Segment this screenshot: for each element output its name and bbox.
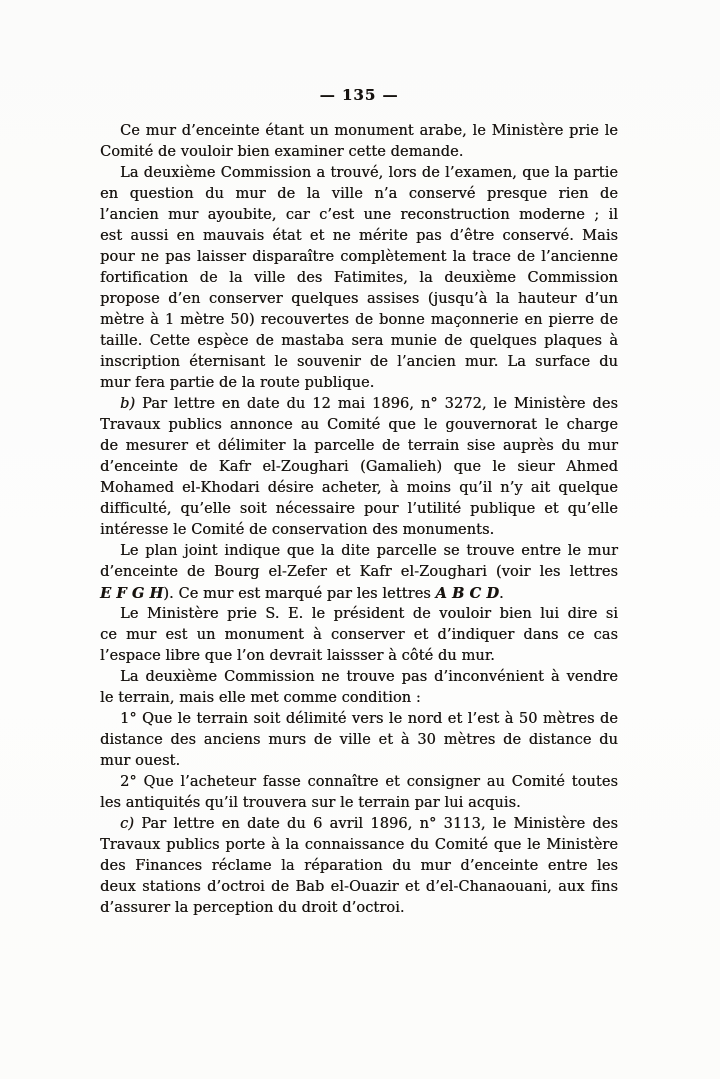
page-text [100,121,618,919]
text-line: de mesurer et délimiter la parcelle de terrain sise auprès du mur [100,438,618,454]
text-line: 2° Que l’acheteur fasse connaître et consigner au Comité toutes [120,774,618,790]
text-line: b) Par lettre en date du 12 mai 1896, n° 3272, le Ministère des [120,396,618,412]
text-line: Le Ministère prie S. E. le président de vouloir bien lui dire si [120,606,618,622]
paragraph [100,541,618,604]
text-line: Ce mur d’enceinte étant un monument arabe, le Ministère prie le [120,123,618,139]
text-line: c) Par lettre en date du 6 avril 1896, n° 3113, le Ministère des [120,816,618,832]
text-line: pour ne pas laisser disparaître complètement la trace de l’ancienne [100,249,618,265]
text-line: difficulté, qu’elle soit nécessaire pour l’utilité publique et qu’elle [100,501,618,517]
text-line: ce mur est un monument à conserver et d’indiquer dans ce cas [100,627,618,643]
text-line: l’espace libre que l’on devrait laissser à côté du mur. [100,648,495,664]
text-line: Comité de vouloir bien examiner cette demande. [100,144,464,160]
text-line: les antiquités qu’il trouvera sur le terrain par lui acquis. [100,795,521,811]
text-line: inscription éternisant le souvenir de l’ancien mur. La surface du [100,354,618,370]
text-line: mètre à 1 mètre 50) recouvertes de bonne maçonnerie en pierre de [100,312,618,328]
text-line: Travaux publics porte à la connaissance du Comité que le Ministère [100,837,618,853]
text-line: La deuxième Commission ne trouve pas d’inconvénient à vendre [120,669,618,685]
text-line: est aussi en mauvais état et ne mérite pas d’être conservé. Mais [100,228,618,244]
paragraph [100,604,618,667]
text-line: 1° Que le terrain soit délimité vers le nord et l’est à 50 mètres de [120,711,618,727]
paragraph [100,121,618,163]
paragraph [100,163,618,394]
text-line: d’enceinte de Kafr el-Zoughari (Gamalieh) que le sieur Ahmed [100,459,618,475]
text-line: mur fera partie de la route publique. [100,375,375,391]
paragraph [100,814,618,919]
text-line: deux stations d’octroi de Bab el-Ouazir et d’el-Chanaouani, aux fins [100,879,618,895]
text-line: fortification de la ville des Fatimites, la deuxième Commission [100,270,618,286]
paragraph [100,394,618,541]
text-line: Mohamed el-Khodari désire acheter, à moins qu’il n’y ait quelque [100,480,618,496]
paragraph [100,667,618,709]
text-line: en question du mur de la ville n’a conservé presque rien de [100,186,618,202]
text-line: E F G H). Ce mur est marqué par les lettres A B C D. [100,585,504,602]
paragraph [100,709,618,772]
text-line: d’enceinte de Bourg el-Zefer et Kafr el-Zoughari (voir les lettres [100,564,618,580]
page-number: — 135 — [319,86,399,104]
text-line: propose d’en conserver quelques assises (jusqu’à la hauteur d’un [100,291,618,307]
text-line: taille. Cette espèce de mastaba sera munie de quelques plaques à [100,333,618,349]
text-line: Le plan joint indique que la dite parcelle se trouve entre le mur [120,543,618,559]
text-line: Travaux publics annonce au Comité que le gouvernorat le charge [100,417,618,433]
text-line: d’assurer la perception du droit d’octroi. [100,900,405,916]
text-line: distance des anciens murs de ville et à 30 mètres de distance du [100,732,618,748]
text-line: l’ancien mur ayoubite, car c’est une reconstruction moderne ; il [100,207,618,223]
text-line: des Finances réclame la réparation du mur d’enceinte entre les [100,858,618,874]
paragraph [100,772,618,814]
text-line: mur ouest. [100,753,181,769]
text-line: La deuxième Commission a trouvé, lors de l’examen, que la partie [120,165,618,181]
text-line: le terrain, mais elle met comme condition : [100,690,421,706]
text-line: intéresse le Comité de conservation des monuments. [100,522,495,538]
